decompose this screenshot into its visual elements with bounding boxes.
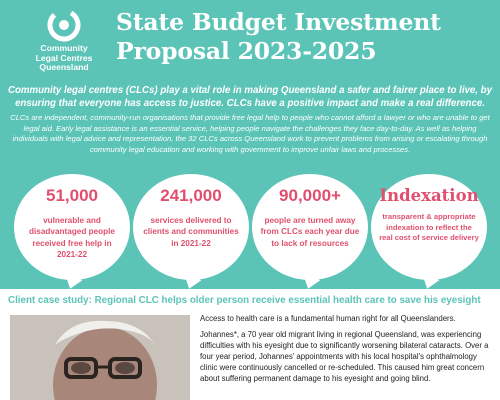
stat-bubble-turned-away <box>252 174 368 280</box>
stat-bubble-indexation <box>371 174 487 280</box>
intro-body: CLCs are independent, community-run organisations that provide free legal help to people who cannot afford a lawyer or who are unable to get legal aid. Early legal assistance is an essential service, helping people navigate the challenges they face day-to-day. As well as helping individuals with legal advice and representation, the 32 CLCs across Queensland work to prevent problems from arising or escalating through community legal education and working with government to improve unfair laws and processes. <box>10 113 490 154</box>
stat-value: 90,000+ <box>279 186 341 205</box>
stat-description: services delivered to clients and communities in 2021-22 <box>143 216 239 248</box>
stat-value: Indexation <box>379 186 479 205</box>
client-photo <box>10 315 190 400</box>
portrait-illustration <box>10 315 190 400</box>
logo <box>22 8 106 73</box>
case-paragraph: Access to health care is a fundamental human right for all Queenslanders. <box>200 314 456 323</box>
stat-value: 51,000 <box>46 186 98 205</box>
stat-description: people are turned away from CLCs each year due to lack of resources <box>260 216 360 248</box>
case-study-heading: Client case study: Regional CLC helps older person receive essential health care to save his eyesight <box>8 295 481 306</box>
logo-icon <box>46 8 82 42</box>
stat-value: 241,000 <box>160 186 222 205</box>
logo-line: Legal Centres <box>35 52 93 63</box>
logo-line: Community <box>40 43 88 53</box>
intro-lead: Community legal centres (CLCs) play a vital role in making Queensland a safer and fairer place to live, by ensuring that everyone has access to justice. CLCs have a positive impact and make a real difference. <box>8 85 492 109</box>
case-paragraph: Johannes*, a 70 year old migrant living in regional Queensland, was experiencing difficulties with his eyesight due to significantly worsening bilateral cataracts. Over a four year period, Johannes' appointments with his local hospital's ophthalmology clinic were continuously cancelled or re-scheduled. This caused him great concern about suffering permanent damage to his eyesight and going blind. <box>200 329 489 383</box>
title-line-1: State Budget Investment <box>116 8 441 36</box>
page-title <box>116 8 496 66</box>
case-study-text <box>200 314 496 389</box>
stat-description: vulnerable and disadvantaged people received free help in 2021-22 <box>29 216 115 260</box>
logo-text <box>22 44 106 73</box>
title-line-2: Proposal 2023-2025 <box>116 37 377 65</box>
stat-bubble-services <box>133 174 249 280</box>
stat-bubble-people-helped <box>14 174 130 280</box>
logo-line: Queensland <box>39 62 89 72</box>
stat-description: transparent & appropriate indexation to reflect the real cost of service delivery <box>379 212 479 242</box>
